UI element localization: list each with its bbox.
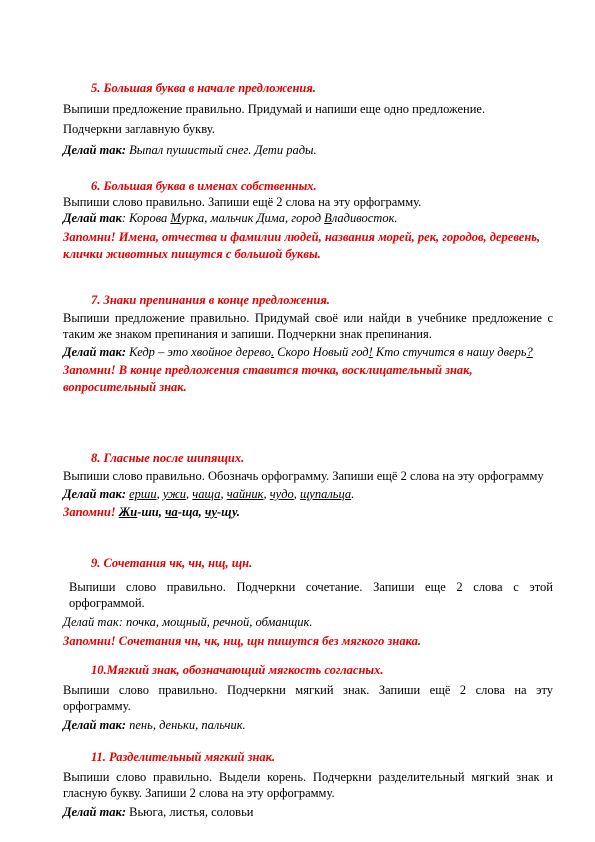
section-7 bbox=[63, 292, 553, 396]
word: чайник bbox=[226, 487, 264, 501]
example-text: Выпал пушистый снег. Дети рады. bbox=[126, 143, 317, 157]
word: щупальца bbox=[300, 487, 352, 501]
section-8-remember bbox=[63, 504, 553, 521]
section-8-title: 8. Гласные после шипящих. bbox=[91, 451, 245, 465]
section-10 bbox=[63, 662, 553, 733]
section-6-remember bbox=[63, 229, 553, 263]
remember-label: Запомни! bbox=[63, 230, 116, 244]
rule-part: . bbox=[236, 505, 240, 519]
underlined-letter: Д bbox=[256, 211, 265, 225]
word-list: ерши, ужи, чаща, чайник, чудо, щупальца. bbox=[129, 487, 355, 501]
section-6-text: Выпиши слово правильно. Запиши ещё 2 слова на эту орфограмму. bbox=[63, 195, 422, 209]
example-text: урка, мальчик bbox=[180, 211, 257, 225]
example-text: Вьюга, листья, соловьи bbox=[126, 805, 254, 819]
example-text: пень, деньки, пальчик. bbox=[126, 718, 246, 732]
example-label: Делай так: bbox=[63, 487, 126, 501]
example-label: Делай так: bbox=[63, 805, 126, 819]
underlined-letter: М bbox=[170, 211, 181, 225]
rule-part: -ща, bbox=[177, 505, 205, 519]
section-9-example bbox=[63, 614, 553, 630]
section-7-remember bbox=[63, 362, 553, 396]
word: ужи bbox=[162, 487, 186, 501]
example-label: Делай так: bbox=[63, 345, 126, 359]
example-text: Кто стучится в нашу дверь bbox=[372, 345, 527, 359]
section-5 bbox=[63, 80, 553, 158]
word: чаща bbox=[192, 487, 221, 501]
section-9 bbox=[63, 555, 553, 650]
section-5-example bbox=[63, 142, 553, 158]
section-7-title: 7. Знаки препинания в конце предложения. bbox=[91, 293, 330, 307]
section-6-example bbox=[63, 210, 553, 226]
section-11 bbox=[63, 749, 553, 820]
remember-label: Запомни! bbox=[63, 505, 116, 519]
word: чудо bbox=[269, 487, 294, 501]
rule-part: чу bbox=[204, 505, 217, 519]
example-text: Скоро Новый год bbox=[274, 345, 369, 359]
example-text: почка, мощный, речной, обманщик. bbox=[122, 615, 313, 629]
section-8-text: Выпиши слово правильно. Обозначь орфограмму. Запиши ещё 2 слова на эту орфограмму bbox=[63, 469, 544, 483]
section-6-title: 6. Большая буква в именах собственных. bbox=[91, 179, 317, 193]
section-5-text1: Выпиши предложение правильно. Придумай и напиши еще одно предложение. bbox=[63, 102, 486, 116]
rule-part: ча bbox=[165, 505, 178, 519]
section-9-text: Выпиши слово правильно. Подчеркни сочетание. Запиши еще 2 слова с этой орфограммой. bbox=[69, 580, 553, 610]
remember-text: Сочетания чн, чк, нщ, щн пишутся без мягкого знака. bbox=[115, 634, 421, 648]
underlined-mark: ? bbox=[526, 345, 533, 359]
underlined-mark: . bbox=[270, 345, 275, 359]
example-label: Делай так bbox=[63, 211, 122, 225]
example-label: Делай так: bbox=[63, 718, 126, 732]
section-8 bbox=[63, 450, 553, 521]
section-9-title: 9. Сочетания чк, чн, нщ, щн. bbox=[91, 556, 253, 570]
section-6 bbox=[63, 178, 553, 263]
section-5-title: 5. Большая буква в начале предложения. bbox=[91, 81, 316, 95]
example-text: : Корова bbox=[121, 211, 171, 225]
underlined-letter: В bbox=[324, 211, 332, 225]
rule-part: Жи bbox=[118, 505, 138, 519]
remember-text: Имена, отчества и фамилии людей, названия морей, рек, городов, деревень, клички животных пишутся с большой буквы. bbox=[63, 230, 541, 261]
example-label: Делай так: bbox=[63, 615, 123, 629]
example-text: Кедр – это хвойное дерево bbox=[126, 345, 271, 359]
section-10-title: 10.Мягкий знак, обозначающий мягкость согласных. bbox=[91, 663, 384, 677]
section-7-text: Выпиши предложение правильно. Придумай своё или найди в учебнике предложение с таким же знаком препинания и запиши. Подчеркни знак препинания. bbox=[63, 311, 553, 341]
section-10-text: Выпиши слово правильно. Подчеркни мягкий знак. Запиши ещё 2 слова на эту орфограмму. bbox=[63, 683, 553, 713]
section-9-remember bbox=[63, 633, 553, 650]
section-5-text2: Подчеркни заглавную букву. bbox=[63, 122, 215, 136]
remember-label: Запомни! bbox=[63, 363, 116, 377]
section-7-example bbox=[63, 344, 553, 360]
remember-label: Запомни! bbox=[63, 634, 116, 648]
remember-text: В конце предложения ставится точка, восклицательный знак, вопросительный знак. bbox=[63, 363, 473, 394]
example-text: ладивосток. bbox=[331, 211, 398, 225]
section-11-example bbox=[63, 804, 553, 820]
underlined-mark: ! bbox=[368, 345, 373, 359]
section-8-example bbox=[63, 486, 553, 502]
rule-part: -щу bbox=[217, 505, 237, 519]
example-text: има, город bbox=[264, 211, 325, 225]
section-10-example bbox=[63, 717, 553, 733]
section-11-title: 11. Разделительный мягкий знак. bbox=[91, 750, 276, 764]
rule-part: -ши, bbox=[137, 505, 165, 519]
example-label: Делай так: bbox=[63, 143, 126, 157]
word: ерши bbox=[129, 487, 157, 501]
section-11-text: Выпиши слово правильно. Выдели корень. Подчеркни разделительный мягкий знак и гласную букву. Запиши 2 слова на эту орфограмму. bbox=[63, 770, 553, 800]
